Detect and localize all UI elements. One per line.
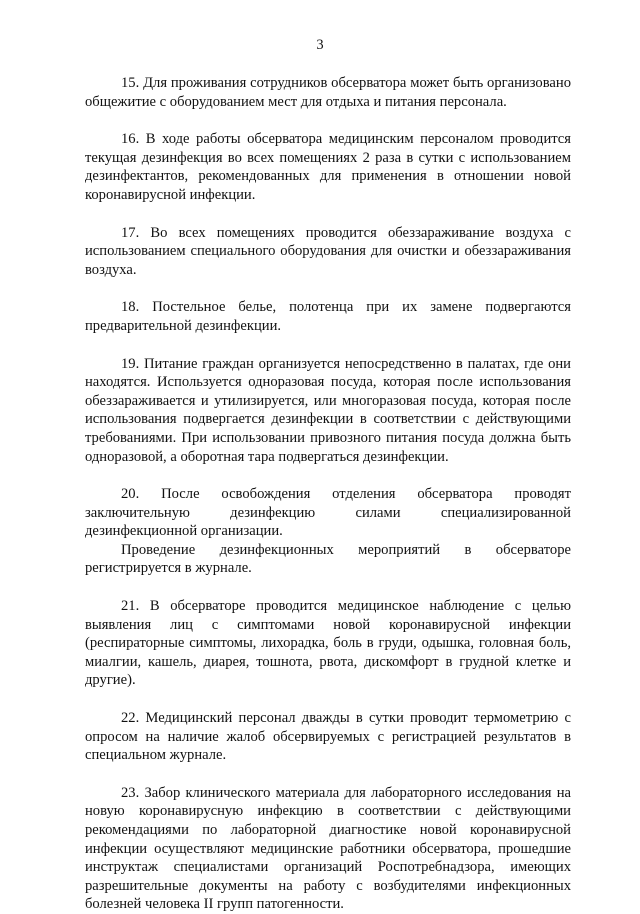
paragraph-19: 19. Питание граждан организуется непосредственно в палатах, где они находятся. Используется одноразовая посуда, которая после использования обеззараживается и утилизируется, или многоразовая посуда, которая после использования подвергается дезинфекции в соответствии с действующими требованиями. При использовании привозного питания посуда должна быть одноразовой, а оборотная тара подвергаться дезинфекции. [85,355,571,465]
paragraph-21: 21. В обсерваторе проводится медицинское наблюдение с целью выявления лиц с симптомами новой коронавирусной инфекции (респираторные симптомы, лихорадка, боль в груди, одышка, головная боль, миалгии, кашель, диарея, тошнота, рвота, дискомфорт в грудной клетке и другие). [85,598,571,689]
paragraph-15: 15. Для проживания сотрудников обсерватора может быть организовано общежитие с оборудованием мест для отдыха и питания персонала. [85,75,571,110]
page-number: 3 [316,37,324,53]
paragraph-22: 22. Медицинский персонал дважды в сутки проводит термометрию с опросом на наличие жалоб обсервируемых с регистрацией результатов в специальном журнале. [85,710,571,764]
paragraph-20-continuation: Проведение дезинфекционных мероприятий в обсерваторе регистрируется в журнале. [85,541,571,577]
document-body [85,74,571,914]
paragraph-23: 23. Забор клинического материала для лабораторного исследования на новую коронавирусную инфекцию в соответствии с действующими рекомендациями по лабораторной диагностике новой коронавирусной инфекции осуществляют медицинские работники обсерватора, прошедшие инструктаж специалистами организаций Роспотребнадзора, имеющих разрешительные документы на работу с возбудителями инфекционных болезней человека II групп патогенности. [85,784,571,913]
paragraph-20: 20. После освобождения отделения обсерватора проводят заключительную дезинфекцию силами специализированной дезинфекционной организации. [85,486,571,540]
paragraph-18: 18. Постельное белье, полотенца при их замене подвергаются предварительной дезинфекции. [85,299,571,334]
paragraph-17: 17. Во всех помещениях проводится обеззараживание воздуха с использованием специального оборудования для очистки и обеззараживания воздуха. [85,224,571,278]
paragraph-16: 16. В ходе работы обсерватора медицинским персоналом проводится текущая дезинфекция во всех помещениях 2 раза в сутки с использованием дезинфектантов, рекомендованных для применения в отношении новой коронавирусной инфекции. [85,131,571,203]
